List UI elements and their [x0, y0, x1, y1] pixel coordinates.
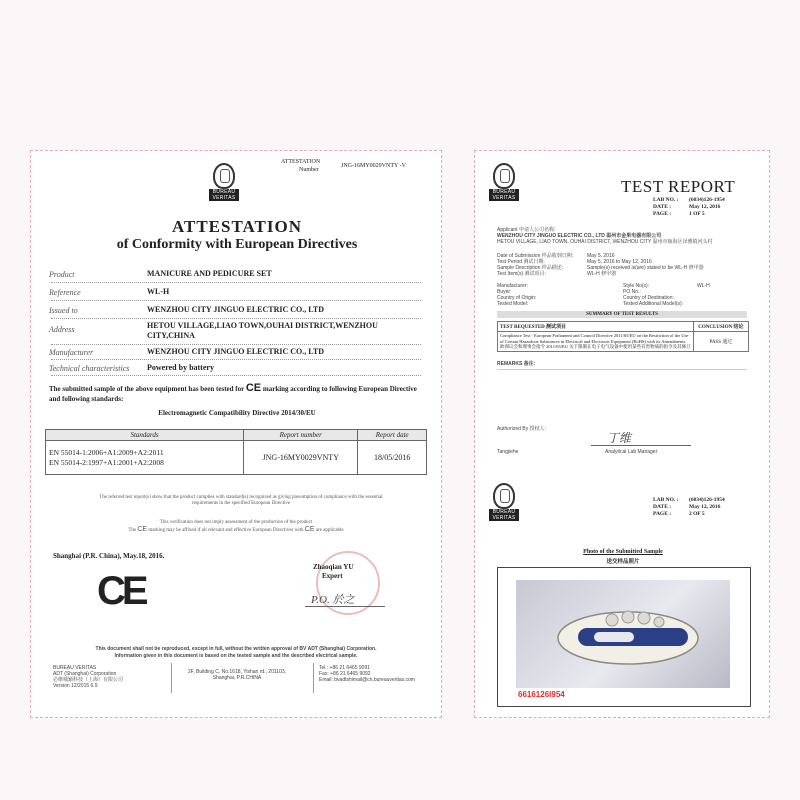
- field-label-issued-to: Issued to: [49, 306, 78, 315]
- field-label-product: Product: [49, 270, 75, 279]
- applicant-label: Applicant 申请人公司名称:: [497, 227, 556, 233]
- meta-label: LAB NO. :: [653, 197, 679, 203]
- header-number-label: Number: [299, 167, 319, 173]
- ce-mark-small: CE: [137, 526, 148, 533]
- logo-text-2: BUREAU VERITAS: [489, 189, 519, 201]
- meta-value: 2 OF 5: [689, 511, 705, 517]
- page-subtitle: of Conformity with European Directives: [116, 237, 358, 252]
- meta-value: 1 OF 5: [689, 211, 705, 217]
- photo-title-cn: 送交样品照片: [606, 559, 640, 565]
- header-label: ATTESTATION: [281, 159, 321, 165]
- report-meta-top: [653, 197, 725, 218]
- sample-label-2: Tested Additional Model(s):: [623, 301, 684, 307]
- remarks-area: [497, 369, 747, 426]
- logo-text: BUREAU VERITAS: [209, 189, 239, 201]
- meta-label: DATE :: [653, 204, 672, 210]
- footer-fax: Fax: +86 21 6465 9092: [319, 671, 371, 677]
- date-label: Test Item(s) 测试项目:: [497, 271, 546, 277]
- meta-value: (6034)126-1954: [689, 497, 725, 503]
- applicant-block: [497, 227, 757, 245]
- verification-text-2b: marking may be affixed if all relevant and effective European Directives with: [148, 528, 304, 533]
- field-label-manufacturer: Manufacturer: [49, 348, 94, 357]
- sample-label: Manufacturer:: [497, 283, 528, 289]
- header-number: JNG-16MY0029VNTY -V: [341, 163, 406, 169]
- th-report-number: Report number: [244, 430, 358, 441]
- footer-company-line-3: 必维城颖科技（上海）有限公司: [53, 677, 124, 683]
- footer-tel: Tel.: +86 21 6465 9091: [319, 665, 371, 671]
- bureau-veritas-logo: [209, 163, 239, 201]
- date-value: Sample(s) received is(are) stated to be WL-H 修甲器: [587, 265, 704, 271]
- bureau-veritas-seal-icon: [213, 163, 235, 189]
- bureau-veritas-seal-icon-2: [493, 163, 515, 189]
- signer-title: Expert: [322, 572, 343, 580]
- field-value-issued-to: WENZHOU CITY JINGUO ELECTRIC CO., LTD: [147, 305, 324, 314]
- statement-pre: The submitted sample of the above equipment has been tested for: [49, 385, 245, 393]
- field-label-reference: Reference: [49, 288, 81, 297]
- standard-2: EN 55014-2:1997+A1:2001+A2:2008: [49, 457, 164, 467]
- footer-company-line-1: BUREAU VERITAS: [53, 665, 97, 671]
- th-report-date: Report date: [358, 430, 427, 441]
- bureau-veritas-logo-3: [489, 483, 519, 521]
- place-date: Shanghai (P.R. China), May.18, 2016.: [53, 552, 165, 560]
- verification-text-1: This verification does not imply assessment of the production of the product: [159, 520, 313, 525]
- photo-title: Photo of the Submitted Sample: [583, 549, 663, 555]
- summary-header-conclusion: CONCLUSION 结论: [693, 322, 748, 332]
- summary-header-test: TEST REQUESTED 测试项目: [498, 322, 694, 332]
- applicant-name: WENZHOU CITY JINGUO ELECTRIC CO., LTD 温州市金果电器有限公司: [497, 233, 662, 239]
- sample-label: Tested Model:: [497, 301, 529, 307]
- sample-info: [497, 283, 757, 307]
- bureau-veritas-seal-icon-3: [493, 483, 515, 509]
- signature: P.O. 於之: [311, 594, 355, 606]
- meta-label: PAGE :: [653, 511, 672, 517]
- bureau-veritas-logo-2: [489, 163, 519, 201]
- th-standards: Standards: [46, 430, 244, 441]
- sample-value-2: WL-H: [697, 283, 710, 289]
- report-number: JNG-16MY0029VNTY: [244, 441, 358, 475]
- verification-text-2a: The: [128, 528, 137, 533]
- field-label-address: Address: [49, 325, 75, 334]
- footer-address-line-2: Shanghai, P.R.CHINA: [212, 675, 262, 681]
- footer-contact: [319, 665, 415, 683]
- ce-mark-large-icon: CE: [97, 569, 145, 613]
- meta-value: May 12, 2016: [689, 204, 721, 210]
- field-value-technical: Powered by battery: [147, 363, 214, 372]
- footer-address: [177, 669, 297, 681]
- standards-table: [45, 429, 427, 475]
- remarks-label: REMARKS 备注:: [497, 361, 536, 367]
- signature-2: 丁维: [607, 431, 632, 445]
- chemical-manager: Analytical Lab Manager: [605, 449, 658, 455]
- field-value-address: HETOU VILLAGE,LIAO TOWN,OUHAI DISTRICT,WENZHOU CITY,CHINA: [147, 321, 378, 340]
- ce-mark-small-2: CE: [304, 526, 315, 533]
- report-meta-bottom: [653, 497, 725, 518]
- field-label-technical: Technical characteristics: [49, 364, 130, 373]
- field-value-product: MANICURE AND PEDICURE SET: [147, 269, 272, 278]
- date-value: May 5, 2016: [587, 253, 615, 259]
- meta-label: PAGE :: [653, 211, 672, 217]
- page-title: ATTESTATION: [171, 217, 303, 236]
- field-value-reference: WL-H: [147, 287, 170, 296]
- summary-result: PASS 通过: [693, 332, 748, 352]
- logo-text-3: BUREAU VERITAS: [489, 509, 519, 521]
- sample-label: Buyer:: [497, 289, 512, 295]
- sample-label-2: Style No(s):: [623, 283, 650, 289]
- summary-table: [497, 321, 749, 352]
- date-value: WL-H 修甲器: [587, 271, 617, 277]
- footer-company-line-4: Version 12/2015 6.9: [53, 683, 98, 689]
- ce-mark-inline: CE: [245, 382, 262, 394]
- applicant-address: HETOU VILLAGE, LIAO TOWN, OUHAI DISTRICT, WENZHOU CITY 温州市瓯海区泽雅镇河头村: [497, 239, 713, 245]
- date-label: Sample Description 样品描述:: [497, 265, 564, 271]
- test-report-document: [474, 150, 770, 718]
- meta-value: May 12, 2016: [689, 504, 721, 510]
- signer-name: Zhaoqian YU: [313, 563, 354, 571]
- supervisor-label: Tangjiehe: [497, 449, 519, 455]
- sample-photo: [516, 580, 730, 688]
- sample-photo-frame: [497, 567, 751, 707]
- sample-label: Country of Origin:: [497, 295, 537, 301]
- report-date: 18/05/2016: [358, 441, 427, 475]
- sample-label-2: PO No.:: [623, 289, 641, 295]
- attestation-document: [30, 150, 442, 718]
- standard-1: EN 55014-1:2006+A1:2009+A2:2011: [49, 447, 164, 457]
- dates-block: [497, 253, 757, 277]
- report-title: TEST REPORT: [621, 177, 736, 196]
- table-row: [46, 441, 427, 475]
- sample-label-2: Country of Destination:: [623, 295, 674, 301]
- summary-test: Compliance Test - European Parliament and Council Directive 2011/65/EU on the Restriction of the Use of Certain Hazardous Substances in Electrical and Electronic Equipment (RoHS) with its Amendments. 欧洲议会和理事会指令 2011/65/EU 关于限制在电子电气设备中使用某些有害物质的指令及其修订: [498, 332, 694, 352]
- meta-label: DATE :: [653, 504, 672, 510]
- photo-caption: 6616126l954: [518, 690, 565, 699]
- disclaimer-1: This document shall not be reproduced, except in full, without the written approval of BV ADT (Shanghai) Corporation.: [95, 646, 377, 652]
- date-label: Test Period 测试日期:: [497, 259, 545, 265]
- manicure-device-icon: [516, 580, 730, 688]
- authorized-label: Authorized By 授权人:: [497, 426, 546, 432]
- summary-title: SUMMARY OF TEST RESULTS: [497, 311, 747, 318]
- disclaimer-2: Information given in this document is based on the tested sample and the described electrical sample.: [114, 653, 358, 659]
- meta-label: LAB NO. :: [653, 497, 679, 503]
- statement-post: marking according to following European Directive and following standards:: [49, 385, 417, 403]
- verification-text-2: [71, 527, 401, 534]
- footer-company: [53, 665, 123, 689]
- statement: [49, 383, 429, 404]
- footer-address-line-1: 2F, Building C, No.1618, Yishan rd., 201103,: [187, 669, 287, 675]
- date-value: May 5, 2016 to May 12, 2016: [587, 259, 652, 265]
- footer-email: Email: bvadtshimail@cn.bureauveritas.com: [319, 677, 415, 683]
- referred-text: The referred test report(s) show that the product complies with standard(s) recognized as giving presumption of compliance with the essential requirements in the specified European Directive: [99, 495, 383, 506]
- signature-line: [305, 606, 385, 607]
- directive: Electromagnetic Compatibility Directive 2014/30/EU: [158, 409, 316, 417]
- field-value-manufacturer: WENZHOU CITY JINGUO ELECTRIC CO., LTD: [147, 347, 324, 356]
- table-row: [498, 332, 749, 352]
- meta-value: (6034)126-1954: [689, 197, 725, 203]
- footer-company-line-2: ADT (Shanghai) Corporation: [53, 671, 117, 677]
- verification-text-2c: are applicable: [315, 528, 344, 533]
- date-label: Date of Submission 样品收到日期:: [497, 253, 574, 259]
